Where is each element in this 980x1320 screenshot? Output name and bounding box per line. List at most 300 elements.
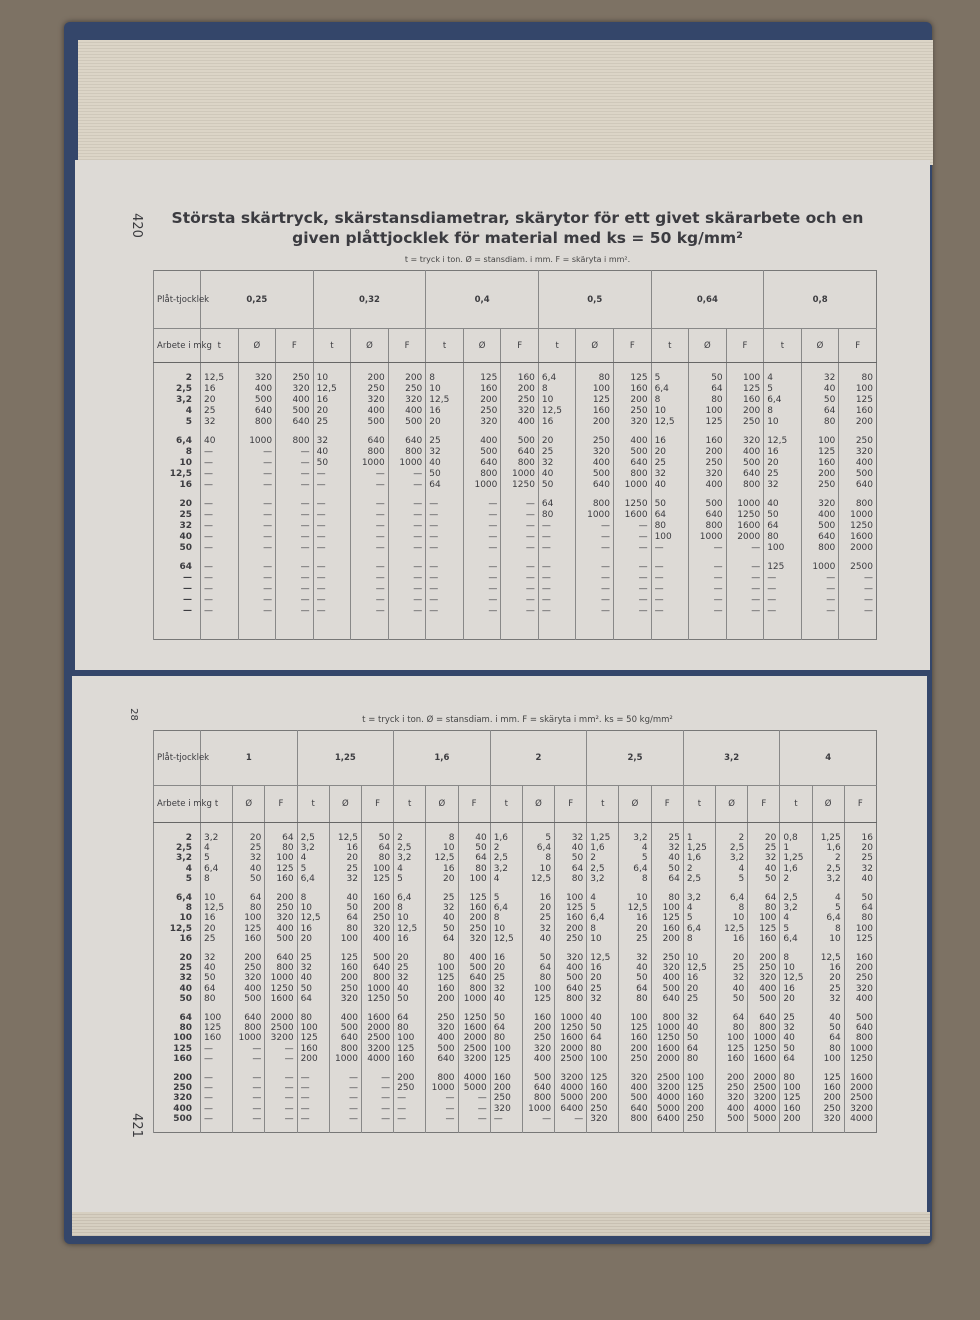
cell-value: 200: [587, 1093, 619, 1103]
cell-value: 2000: [555, 1044, 587, 1054]
cell-value: 320: [351, 395, 389, 406]
cell-value: 32: [764, 480, 802, 491]
cell-value: 125: [555, 903, 587, 913]
cell-value: 320: [490, 1103, 522, 1113]
cell-value: 200: [329, 973, 361, 983]
cell-value: 25: [426, 892, 458, 902]
cell-value: 400: [619, 1083, 651, 1093]
cell-value: —: [522, 1114, 554, 1124]
cell-value: 10: [313, 373, 351, 384]
cell-value: 50: [651, 499, 689, 510]
cell-value: —: [538, 573, 576, 584]
cell-value: 125: [801, 447, 839, 458]
cell-value: 320: [265, 913, 297, 923]
cell-value: 50: [313, 458, 351, 469]
cell-value: 400: [839, 458, 877, 469]
cell-value: 64: [587, 1033, 619, 1043]
cell-value: 125: [651, 913, 683, 923]
work-value: 12,5: [154, 469, 201, 480]
cell-value: 1,6: [490, 833, 522, 843]
cell-value: 32: [683, 1012, 715, 1022]
cell-value: —: [313, 562, 351, 573]
work-value: 125: [154, 1044, 201, 1054]
cell-value: 400: [265, 924, 297, 934]
cell-value: 10: [716, 913, 748, 923]
cell-value: 2500: [651, 1072, 683, 1082]
cell-value: 25: [651, 833, 683, 843]
table-row: [154, 395, 877, 406]
cell-value: 200: [426, 994, 458, 1004]
cell-value: —: [839, 606, 877, 617]
cell-value: —: [726, 595, 764, 606]
work-value: 10: [154, 913, 201, 923]
cell-value: —: [201, 595, 239, 606]
cell-value: 400: [801, 510, 839, 521]
cell-value: 4000: [844, 1114, 876, 1124]
cell-value: 80: [555, 874, 587, 884]
cell-value: 50: [201, 973, 233, 983]
cell-value: 1600: [726, 521, 764, 532]
table-row: [154, 843, 877, 853]
work-value: 4: [154, 864, 201, 874]
cell-value: —: [463, 499, 501, 510]
cell-value: 12,5: [201, 903, 233, 913]
thickness-header: 2,5: [587, 731, 684, 786]
cell-value: 16: [844, 833, 876, 843]
cell-value: —: [801, 573, 839, 584]
cell-value: 2,5: [490, 853, 522, 863]
cell-value: 20: [426, 417, 464, 428]
cell-value: 2500: [361, 1033, 393, 1043]
cell-value: 10: [522, 864, 554, 874]
cell-value: —: [233, 1114, 265, 1124]
cell-value: 250: [351, 384, 389, 395]
work-value: 40: [154, 532, 201, 543]
cell-value: 8: [201, 874, 233, 884]
cell-value: 80: [683, 1054, 715, 1064]
corner-header-thickness: Plåt-tjocklek: [154, 271, 201, 329]
cell-value: 40: [780, 1033, 812, 1043]
cell-value: 200: [490, 1083, 522, 1093]
cell-value: —: [501, 562, 539, 573]
corner-header-work: Arbete i mkg: [154, 786, 201, 823]
cell-value: 500: [351, 417, 389, 428]
cell-value: 64: [683, 1044, 715, 1054]
cell-value: 8: [651, 395, 689, 406]
cell-value: —: [764, 584, 802, 595]
cell-value: 40: [426, 913, 458, 923]
cell-value: 80: [329, 924, 361, 934]
cell-value: 320: [689, 469, 727, 480]
cell-value: 64: [619, 984, 651, 994]
cell-value: 200: [844, 963, 876, 973]
cell-value: 1000: [576, 510, 614, 521]
column-header: F: [614, 329, 652, 363]
cell-value: 100: [490, 1044, 522, 1054]
cell-value: 800: [238, 417, 276, 428]
table-row: [154, 521, 877, 532]
column-header: Ø: [619, 786, 651, 823]
cell-value: 1000: [844, 1044, 876, 1054]
cell-value: 125: [490, 1054, 522, 1064]
cell-value: 64: [748, 892, 780, 902]
cell-value: 250: [463, 406, 501, 417]
work-value: 160: [154, 1054, 201, 1064]
cell-value: 320: [614, 417, 652, 428]
cell-value: —: [313, 606, 351, 617]
cell-value: 16: [651, 436, 689, 447]
cell-value: 40: [587, 1012, 619, 1022]
cell-value: —: [538, 562, 576, 573]
cell-value: —: [201, 447, 239, 458]
cell-value: —: [651, 606, 689, 617]
cell-value: 16: [201, 913, 233, 923]
cell-value: 8: [426, 373, 464, 384]
cell-value: 100: [689, 406, 727, 417]
cell-value: —: [576, 521, 614, 532]
cell-value: 640: [726, 469, 764, 480]
cell-value: —: [426, 510, 464, 521]
cell-value: 64: [555, 864, 587, 874]
cell-value: 4000: [361, 1054, 393, 1064]
legend: t = tryck i ton. Ø = stansdiam. i mm. F = skäryta i mm².: [404, 255, 631, 264]
table-row: [154, 963, 877, 973]
cell-value: 20: [619, 924, 651, 934]
thickness-header: 0,5: [538, 271, 651, 329]
cell-value: 1000: [329, 1054, 361, 1064]
cell-value: 640: [265, 952, 297, 962]
cell-value: 6,4: [764, 395, 802, 406]
cell-value: 6,4: [297, 874, 329, 884]
cell-value: 16: [619, 913, 651, 923]
cell-value: —: [394, 1103, 426, 1113]
cell-value: 100: [265, 853, 297, 863]
cell-value: —: [501, 521, 539, 532]
cell-value: 2000: [265, 1012, 297, 1022]
cell-value: —: [201, 1054, 233, 1064]
cell-value: 320: [726, 436, 764, 447]
cell-value: 2: [716, 833, 748, 843]
cell-value: 200: [361, 903, 393, 913]
column-header: t: [394, 786, 426, 823]
cell-value: 100: [394, 1033, 426, 1043]
cell-value: 8: [683, 934, 715, 944]
cell-value: 640: [748, 1012, 780, 1022]
cell-value: 16: [764, 447, 802, 458]
cell-value: 2500: [748, 1083, 780, 1093]
cell-value: —: [265, 1103, 297, 1113]
cell-value: 125: [748, 924, 780, 934]
cell-value: 200: [351, 373, 389, 384]
cell-value: —: [614, 606, 652, 617]
cell-value: —: [238, 447, 276, 458]
cell-value: 400: [233, 984, 265, 994]
cell-value: —: [329, 1114, 361, 1124]
table-row: [154, 1044, 877, 1054]
cell-value: —: [426, 543, 464, 554]
cell-value: 64: [780, 1054, 812, 1064]
cell-value: 64: [689, 384, 727, 395]
cell-value: —: [726, 573, 764, 584]
cell-value: 10: [297, 903, 329, 913]
cell-value: 32: [555, 833, 587, 843]
cell-value: 800: [576, 499, 614, 510]
cell-value: —: [538, 595, 576, 606]
cell-value: 12,5: [780, 973, 812, 983]
cell-value: —: [276, 458, 314, 469]
cell-value: 640: [614, 458, 652, 469]
cell-value: —: [265, 1083, 297, 1093]
cell-value: 500: [576, 469, 614, 480]
cell-value: 20: [716, 952, 748, 962]
cell-value: 2500: [844, 1093, 876, 1103]
cell-value: 32: [587, 994, 619, 1004]
cell-value: —: [426, 584, 464, 595]
cell-value: 1,25: [587, 833, 619, 843]
cell-value: 250: [388, 384, 426, 395]
cell-value: 500: [726, 458, 764, 469]
cell-value: 250: [801, 480, 839, 491]
column-header: Ø: [522, 786, 554, 823]
cell-value: 160: [651, 924, 683, 934]
cell-value: 2000: [726, 532, 764, 543]
table-row: [154, 543, 877, 554]
cell-value: 32: [201, 952, 233, 962]
cell-value: —: [276, 469, 314, 480]
cell-value: 40: [619, 963, 651, 973]
cell-value: 20: [538, 436, 576, 447]
cell-value: 640: [426, 1054, 458, 1064]
cell-value: 50: [426, 924, 458, 934]
cell-value: 250: [812, 1103, 844, 1113]
table-row: [154, 1054, 877, 1064]
cell-value: 80: [201, 994, 233, 1004]
cell-value: 12,5: [716, 924, 748, 934]
column-header: F: [458, 786, 490, 823]
cell-value: 64: [651, 874, 683, 884]
cell-value: 1250: [555, 1023, 587, 1033]
cell-value: 1000: [689, 532, 727, 543]
cell-value: 200: [394, 1072, 426, 1082]
cell-value: 25: [651, 458, 689, 469]
cell-value: —: [238, 562, 276, 573]
work-value: 2,5: [154, 843, 201, 853]
cell-value: 25: [780, 1012, 812, 1022]
cell-value: 160: [233, 934, 265, 944]
cell-value: —: [651, 573, 689, 584]
table-row: [154, 469, 877, 480]
cell-value: —: [201, 1044, 233, 1054]
cell-value: 800: [458, 984, 490, 994]
cell-value: —: [297, 1103, 329, 1113]
cell-value: 400: [689, 480, 727, 491]
cell-value: 64: [297, 994, 329, 1004]
cell-value: 50: [764, 510, 802, 521]
cell-value: 4: [764, 373, 802, 384]
cell-value: 800: [748, 1023, 780, 1033]
work-value: 3,2: [154, 853, 201, 863]
cell-value: —: [351, 532, 389, 543]
cell-value: 80: [522, 973, 554, 983]
cell-value: —: [351, 510, 389, 521]
cell-value: 250: [394, 1083, 426, 1093]
work-value: 500: [154, 1114, 201, 1124]
cell-value: 64: [201, 984, 233, 994]
cell-value: 2000: [361, 1023, 393, 1033]
cell-value: 8: [490, 913, 522, 923]
cell-value: 500: [426, 1044, 458, 1054]
cell-value: —: [501, 510, 539, 521]
thickness-header: 2: [490, 731, 587, 786]
cell-value: 40: [394, 984, 426, 994]
cell-value: 640: [351, 436, 389, 447]
cell-value: —: [201, 458, 239, 469]
cell-value: 40: [297, 973, 329, 983]
cell-value: 20: [764, 458, 802, 469]
work-value: 20: [154, 499, 201, 510]
cell-value: 800: [388, 447, 426, 458]
work-value: 64: [154, 1012, 201, 1022]
cell-value: —: [388, 584, 426, 595]
cell-value: 12,5: [201, 373, 239, 384]
cell-value: 250: [276, 373, 314, 384]
cell-value: —: [426, 595, 464, 606]
cell-value: —: [614, 543, 652, 554]
cell-value: 16: [522, 892, 554, 902]
cell-value: 4000: [651, 1093, 683, 1103]
column-header: F: [844, 786, 876, 823]
cell-value: 1000: [265, 973, 297, 983]
cell-value: —: [351, 562, 389, 573]
cell-value: 160: [394, 1054, 426, 1064]
cell-value: 640: [619, 1103, 651, 1113]
cell-value: —: [233, 1093, 265, 1103]
cell-value: —: [576, 562, 614, 573]
cell-value: 80: [812, 1044, 844, 1054]
cell-value: 10: [812, 934, 844, 944]
cell-value: 400: [555, 963, 587, 973]
cell-value: 6,4: [587, 913, 619, 923]
cell-value: 125: [329, 952, 361, 962]
cell-value: 125: [619, 1023, 651, 1033]
cell-value: 3,2: [683, 892, 715, 902]
column-header: Ø: [238, 329, 276, 363]
cell-value: 16: [587, 963, 619, 973]
table-row: [154, 903, 877, 913]
cell-value: 1600: [265, 994, 297, 1004]
cell-value: —: [361, 1083, 393, 1093]
cell-value: 3,2: [394, 853, 426, 863]
table-row: [154, 562, 877, 573]
cell-value: 125: [463, 373, 501, 384]
cell-value: 25: [394, 963, 426, 973]
cell-value: —: [238, 480, 276, 491]
cell-value: —: [238, 532, 276, 543]
cell-value: 800: [726, 480, 764, 491]
cell-value: 125: [297, 1033, 329, 1043]
cell-value: 6,4: [490, 903, 522, 913]
cell-value: 1600: [748, 1054, 780, 1064]
cell-value: 2500: [458, 1044, 490, 1054]
cell-value: 12,5: [394, 924, 426, 934]
cell-value: 1600: [844, 1072, 876, 1082]
table-row: [154, 1012, 877, 1022]
work-value: 5: [154, 417, 201, 428]
cell-value: 5000: [458, 1083, 490, 1093]
cell-value: 2,5: [587, 864, 619, 874]
cell-value: 125: [426, 973, 458, 983]
work-value: 5: [154, 874, 201, 884]
cell-value: 80: [801, 417, 839, 428]
cell-value: 16: [394, 934, 426, 944]
cell-value: —: [839, 573, 877, 584]
thickness-header: 0,4: [426, 271, 539, 329]
cell-value: 500: [458, 963, 490, 973]
cell-value: 800: [689, 521, 727, 532]
cell-value: —: [201, 1072, 233, 1082]
cell-value: —: [689, 584, 727, 595]
cell-value: 80: [361, 853, 393, 863]
cell-value: 5: [764, 384, 802, 395]
cell-value: 640: [388, 436, 426, 447]
cell-value: 1000: [351, 458, 389, 469]
column-header: F: [726, 329, 764, 363]
cell-value: 400: [238, 384, 276, 395]
cell-value: 1,25: [812, 833, 844, 843]
cell-value: 40: [329, 892, 361, 902]
cell-value: 50: [587, 1023, 619, 1033]
cell-value: 4: [490, 874, 522, 884]
cell-value: 10: [426, 843, 458, 853]
cell-value: —: [313, 532, 351, 543]
cell-value: —: [361, 1072, 393, 1082]
cell-value: 125: [522, 994, 554, 1004]
cell-value: 5: [812, 903, 844, 913]
cell-value: 160: [839, 406, 877, 417]
cell-value: —: [233, 1072, 265, 1082]
cell-value: 6,4: [619, 864, 651, 874]
cell-value: 400: [614, 436, 652, 447]
cell-value: —: [388, 595, 426, 606]
cell-value: 12,5: [329, 833, 361, 843]
cell-value: 400: [351, 406, 389, 417]
cell-value: 100: [844, 924, 876, 934]
cell-value: 2: [490, 843, 522, 853]
cell-value: 500: [265, 934, 297, 944]
cell-value: 250: [716, 1083, 748, 1093]
table-row: [154, 436, 877, 447]
cell-value: 1,6: [812, 843, 844, 853]
cell-value: 80: [651, 521, 689, 532]
cell-value: 50: [555, 853, 587, 863]
cell-value: 320: [576, 447, 614, 458]
cell-value: —: [764, 573, 802, 584]
cell-value: 2: [683, 864, 715, 874]
cell-value: —: [490, 1114, 522, 1124]
cell-value: 200: [463, 395, 501, 406]
cell-value: 1250: [361, 994, 393, 1004]
cell-value: 100: [426, 963, 458, 973]
cell-value: —: [313, 510, 351, 521]
cell-value: 12,5: [812, 952, 844, 962]
cell-value: 50: [812, 1023, 844, 1033]
cell-value: 6400: [555, 1103, 587, 1113]
table-row: [154, 892, 877, 902]
cell-value: 250: [587, 1103, 619, 1113]
column-header: Ø: [689, 329, 727, 363]
legend: t = tryck i ton. Ø = stansdiam. i mm. F = skäryta i mm². ks = 50 kg/mm²: [362, 715, 673, 725]
cell-value: 50: [233, 874, 265, 884]
